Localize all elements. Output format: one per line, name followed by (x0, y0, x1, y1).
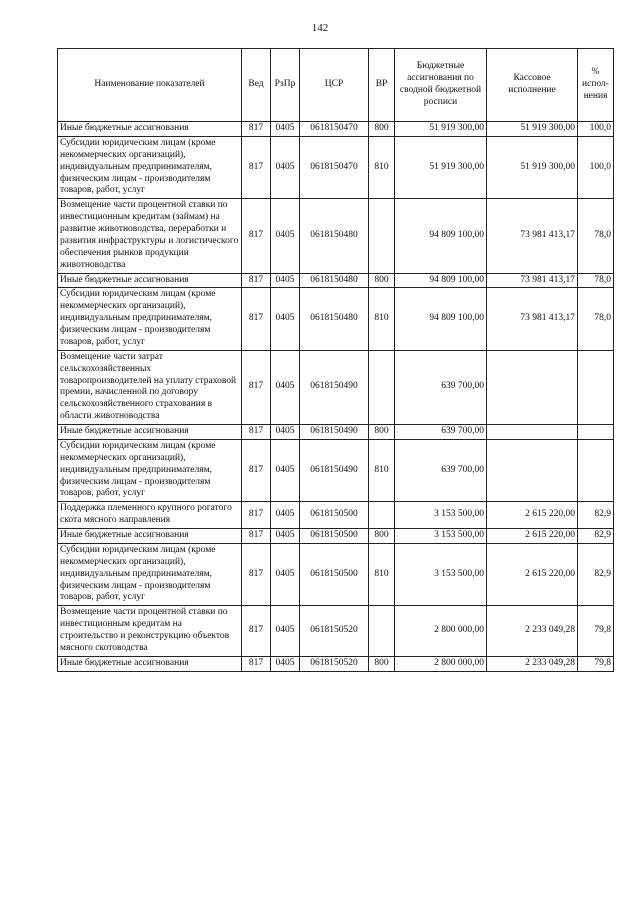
table-row (58, 136, 614, 198)
row-vr (369, 606, 395, 657)
budget-table (57, 48, 614, 672)
row-cash: 2 233 049,28 (487, 656, 578, 671)
row-csr: 0618150470 (300, 122, 369, 137)
row-cash (487, 425, 578, 440)
table-row (58, 122, 614, 137)
row-csr: 0618150480 (300, 273, 369, 288)
row-cash: 73 981 413,17 (487, 273, 578, 288)
row-vr: 800 (369, 122, 395, 137)
row-ved: 817 (242, 199, 271, 273)
row-vr: 800 (369, 273, 395, 288)
row-percent: 82,9 (578, 502, 614, 529)
row-csr: 0618150520 (300, 656, 369, 671)
row-ved: 817 (242, 136, 271, 198)
header-csr: ЦСР (300, 49, 369, 122)
row-ved: 817 (242, 350, 271, 424)
row-rzpr: 0405 (271, 439, 300, 501)
row-name: Возмещение части затрат сельскохозяйственных товаропроизводителей на уплату страховой премии, начисленной по договору сельскохозяйственного страхования в области животноводства (58, 350, 242, 424)
row-csr: 0618150500 (300, 543, 369, 605)
table-row (58, 439, 614, 501)
row-name: Субсидии юридическим лицам (кроме некоммерческих организаций), индивидуальным предпринимателям, физическим лицам - производителям товаров, работ, услуг (58, 288, 242, 350)
row-name: Возмещение части процентной ставки по инвестиционным кредитам на строительство и реконструкцию объектов мясного скотоводства (58, 606, 242, 657)
row-percent: 100,0 (578, 122, 614, 137)
row-percent: 82,9 (578, 529, 614, 544)
row-rzpr: 0405 (271, 199, 300, 273)
row-rzpr: 0405 (271, 606, 300, 657)
row-cash: 2 615 220,00 (487, 502, 578, 529)
row-cash: 2 615 220,00 (487, 529, 578, 544)
row-csr: 0618150490 (300, 425, 369, 440)
table-row (58, 543, 614, 605)
table-row (58, 606, 614, 657)
row-vr (369, 199, 395, 273)
page-number: 142 (311, 22, 329, 34)
row-csr: 0618150490 (300, 350, 369, 424)
row-percent: 82,9 (578, 543, 614, 605)
row-ved: 817 (242, 606, 271, 657)
row-name: Возмещение части процентной ставки по инвестиционным кредитам (займам) на развитие животноводства, переработки и развития инфраструктуры и логистического обеспечения рынков продукции животноводства (58, 199, 242, 273)
row-percent (578, 425, 614, 440)
row-rzpr: 0405 (271, 288, 300, 350)
row-name: Субсидии юридическим лицам (кроме некоммерческих организаций), индивидуальным предпринимателям, физическим лицам - производителям товаров, работ, услуг (58, 439, 242, 501)
row-name: Иные бюджетные ассигнования (58, 122, 242, 137)
row-cash: 2 233 049,28 (487, 606, 578, 657)
row-assignments: 51 919 300,00 (395, 122, 487, 137)
table-row (58, 199, 614, 273)
row-rzpr: 0405 (271, 656, 300, 671)
row-cash: 73 981 413,17 (487, 288, 578, 350)
row-assignments: 3 153 500,00 (395, 529, 487, 544)
row-vr: 800 (369, 656, 395, 671)
table-row (58, 288, 614, 350)
table-row (58, 502, 614, 529)
row-name: Иные бюджетные ассигнования (58, 529, 242, 544)
row-ved: 817 (242, 288, 271, 350)
row-assignments: 3 153 500,00 (395, 543, 487, 605)
row-vr: 810 (369, 136, 395, 198)
row-csr: 0618150500 (300, 529, 369, 544)
table-row (58, 350, 614, 424)
row-ved: 817 (242, 122, 271, 137)
row-rzpr: 0405 (271, 136, 300, 198)
row-csr: 0618150500 (300, 502, 369, 529)
row-vr (369, 502, 395, 529)
row-percent: 79,8 (578, 606, 614, 657)
row-rzpr: 0405 (271, 122, 300, 137)
row-vr: 810 (369, 439, 395, 501)
row-cash: 51 919 300,00 (487, 122, 578, 137)
table-row (58, 273, 614, 288)
row-ved: 817 (242, 502, 271, 529)
row-rzpr: 0405 (271, 350, 300, 424)
row-percent: 100,0 (578, 136, 614, 198)
row-assignments: 639 700,00 (395, 439, 487, 501)
row-ved: 817 (242, 273, 271, 288)
row-vr: 800 (369, 529, 395, 544)
row-assignments: 94 809 100,00 (395, 199, 487, 273)
row-csr: 0618150490 (300, 439, 369, 501)
row-ved: 817 (242, 656, 271, 671)
row-assignments: 94 809 100,00 (395, 273, 487, 288)
row-name: Субсидии юридическим лицам (кроме некоммерческих организаций), индивидуальным предпринимателям, физическим лицам - производителям товаров, работ, услуг (58, 543, 242, 605)
row-ved: 817 (242, 543, 271, 605)
row-csr: 0618150480 (300, 199, 369, 273)
table-row (58, 656, 614, 671)
row-cash: 51 919 300,00 (487, 136, 578, 198)
row-rzpr: 0405 (271, 502, 300, 529)
row-vr: 810 (369, 288, 395, 350)
row-rzpr: 0405 (271, 543, 300, 605)
row-rzpr: 0405 (271, 425, 300, 440)
row-cash: 2 615 220,00 (487, 543, 578, 605)
row-rzpr: 0405 (271, 529, 300, 544)
row-assignments: 51 919 300,00 (395, 136, 487, 198)
row-name: Иные бюджетные ассигнования (58, 656, 242, 671)
header-ved: Вед (242, 49, 271, 122)
header-name: Наименование показателей (58, 49, 242, 122)
row-name: Иные бюджетные ассигнования (58, 273, 242, 288)
row-rzpr: 0405 (271, 273, 300, 288)
row-csr: 0618150470 (300, 136, 369, 198)
row-ved: 817 (242, 439, 271, 501)
row-assignments: 94 809 100,00 (395, 288, 487, 350)
row-percent: 78,0 (578, 199, 614, 273)
row-cash (487, 350, 578, 424)
row-vr: 810 (369, 543, 395, 605)
row-percent (578, 350, 614, 424)
row-assignments: 3 153 500,00 (395, 502, 487, 529)
row-assignments: 2 800 000,00 (395, 606, 487, 657)
header-cash: Кассовое исполнение (487, 49, 578, 122)
row-cash (487, 439, 578, 501)
row-vr (369, 350, 395, 424)
header-rzpr: РзПр (271, 49, 300, 122)
row-assignments: 2 800 000,00 (395, 656, 487, 671)
row-name: Иные бюджетные ассигнования (58, 425, 242, 440)
row-percent: 78,0 (578, 273, 614, 288)
row-assignments: 639 700,00 (395, 425, 487, 440)
table-row (58, 425, 614, 440)
row-name: Поддержка племенного крупного рогатого скота мясного направления (58, 502, 242, 529)
row-csr: 0618150520 (300, 606, 369, 657)
header-assignments: Бюджетные ассигнования по сводной бюджетной росписи (395, 49, 487, 122)
row-percent: 78,0 (578, 288, 614, 350)
header-vr: ВР (369, 49, 395, 122)
row-ved: 817 (242, 425, 271, 440)
row-name: Субсидии юридическим лицам (кроме некоммерческих организаций), индивидуальным предпринимателям, физическим лицам - производителям товаров, работ, услуг (58, 136, 242, 198)
row-percent: 79,8 (578, 656, 614, 671)
table-header-row (58, 49, 614, 122)
header-percent: % испол-нения (578, 49, 614, 122)
row-assignments: 639 700,00 (395, 350, 487, 424)
row-percent (578, 439, 614, 501)
table-row (58, 529, 614, 544)
row-vr: 800 (369, 425, 395, 440)
row-csr: 0618150480 (300, 288, 369, 350)
row-ved: 817 (242, 529, 271, 544)
row-cash: 73 981 413,17 (487, 199, 578, 273)
